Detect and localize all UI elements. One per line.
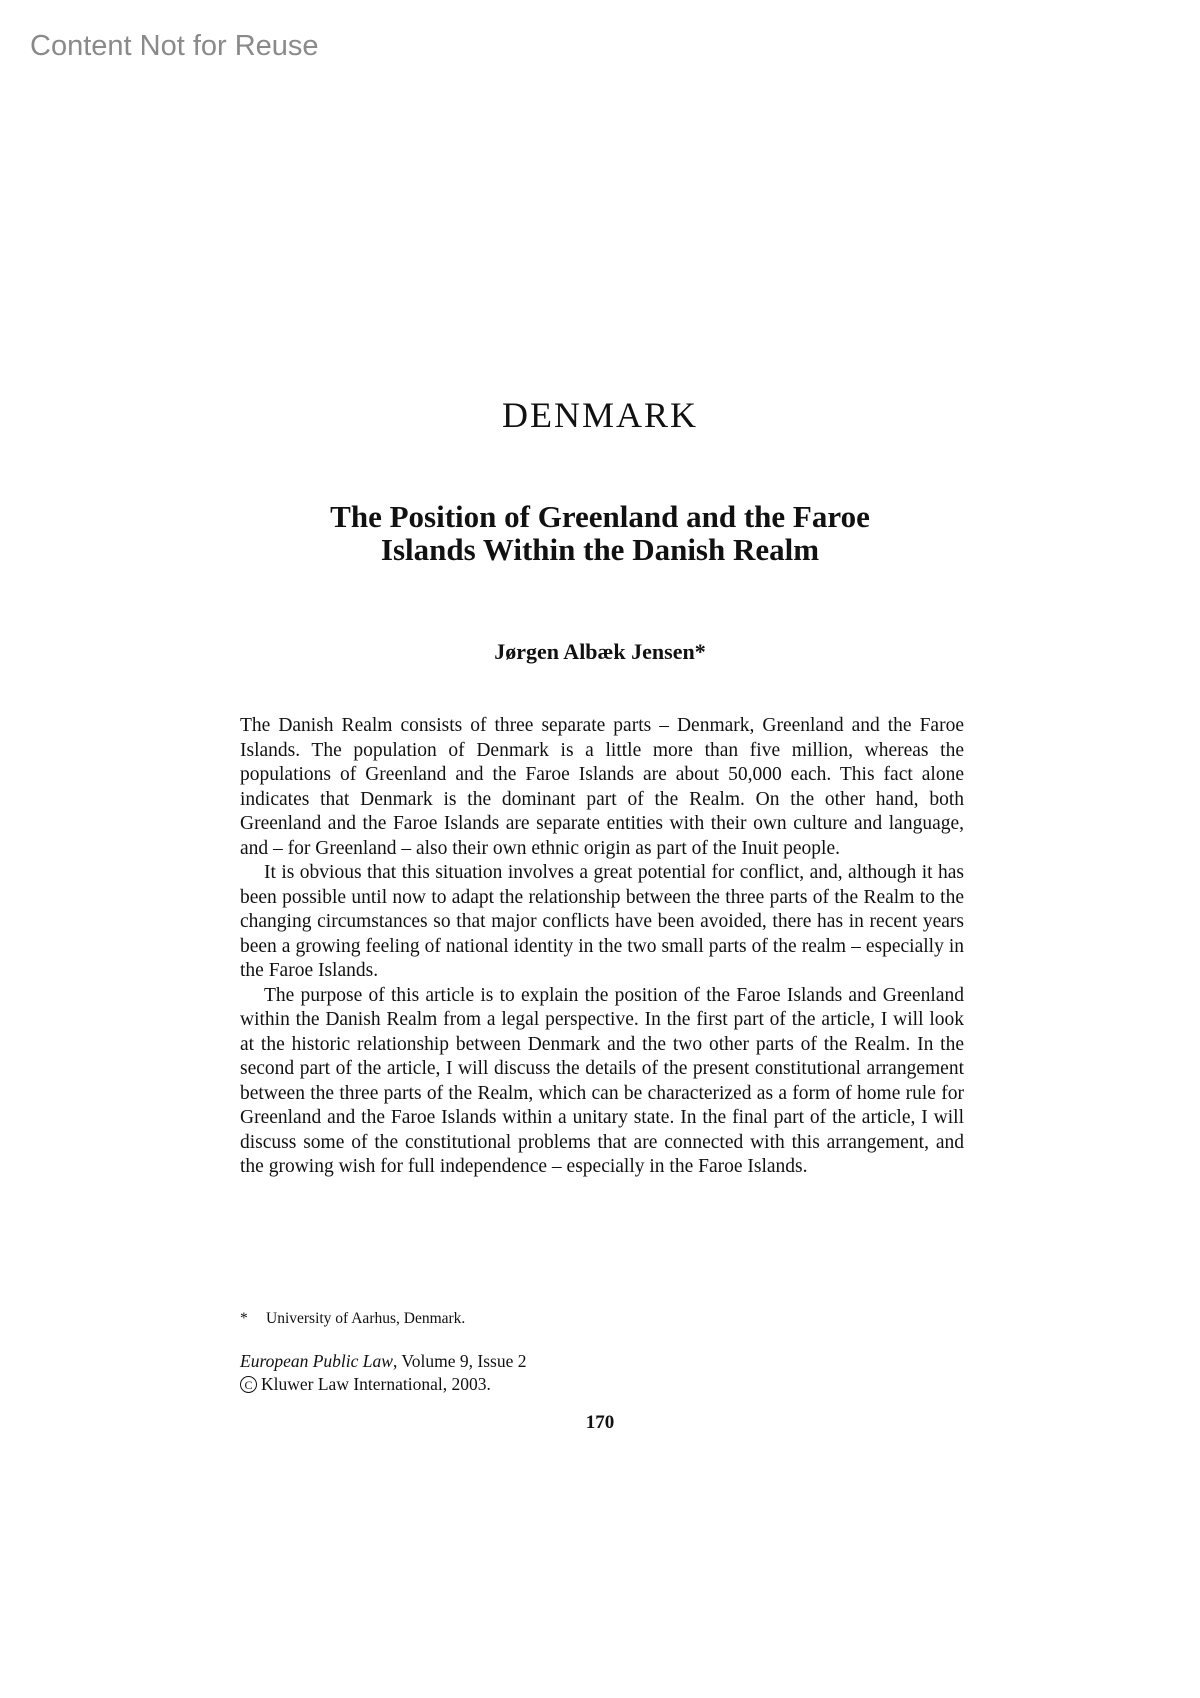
- author-name: Jørgen Albæk Jensen*: [494, 639, 706, 664]
- article-title-line-1: The Position of Greenland and the Faroe: [330, 499, 870, 534]
- watermark: Content Not for Reuse: [30, 30, 319, 62]
- footnote-marker: *: [240, 1310, 248, 1327]
- article-body: [240, 714, 964, 1180]
- copyright-icon: C: [240, 1376, 257, 1393]
- footnote-text: University of Aarhus, Denmark.: [266, 1310, 466, 1327]
- citation: [240, 1350, 527, 1396]
- journal-name: European Public Law: [240, 1351, 393, 1371]
- page-number: 170: [585, 1412, 615, 1433]
- citation-copyright-line: [240, 1373, 527, 1396]
- copyright-text: Kluwer Law International, 2003.: [261, 1374, 491, 1394]
- body-paragraph-1: The Danish Realm consists of three separate parts – Denmark, Greenland and the Faroe Islands. The population of Denmark is a little more than five million, whereas the populations of Greenland and the Faroe Islands are about 50,000 each. This fact alone indicates that Denmark is the dominant part of the Realm. On the other hand, both Greenland and the Faroe Islands are separate entities with their own culture and language, and – for Greenland – also their own ethnic origin as part of the Inuit people.: [240, 715, 964, 859]
- volume-issue: , Volume 9, Issue 2: [392, 1351, 527, 1371]
- body-paragraph-2: It is obvious that this situation involves a great potential for conflict, and, although it has been possible until now to adapt the relationship between the three parts of the Realm to the changing circumstances so that major conflicts have been avoided, there has in recent years been a growing feeling of national identity in the two small parts of the realm – especially in the Faroe Islands.: [240, 862, 964, 981]
- citation-journal-line: [240, 1350, 527, 1373]
- footnote: [240, 1309, 465, 1329]
- article-title: [220, 500, 980, 566]
- article-title-line-2: Islands Within the Danish Realm: [380, 532, 820, 567]
- section-title: DENMARK: [501, 395, 698, 435]
- body-paragraph-3: The purpose of this article is to explain the position of the Faroe Islands and Greenland within the Danish Realm from a legal perspective. In the first part of the article, I will look at the historic relationship between Denmark and the two other parts of the Realm. In the second part of the article, I will discuss the details of the present constitutional arrangement between the three parts of the Realm, which can be characterized as a form of home rule for Greenland and the Faroe Islands within a unitary state. In the final part of the article, I will discuss some of the constitutional problems that are connected with this arrangement, and the growing wish for full independence – especially in the Faroe Islands.: [240, 984, 964, 1177]
